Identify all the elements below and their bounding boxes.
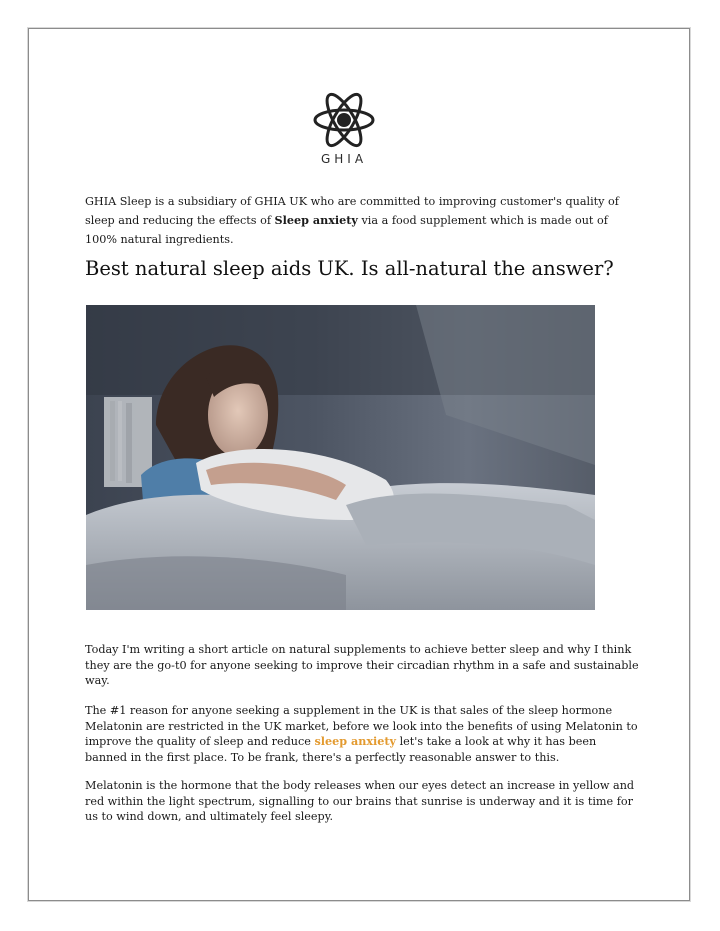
intro-text-after: via a food supplement which is made out of 100% natural ingredients. — [85, 214, 608, 246]
intro-paragraph — [85, 192, 640, 249]
paragraph-text-before: The #1 reason for anyone seeking a supplement in the UK is that sales of the sleep hormone Melatonin are restricted in the UK market, before we look into the benefits of using Melatonin to improve the quality of sleep and reduce — [85, 704, 638, 748]
article-heading: Best natural sleep aids UK. Is all-natural the answer? — [85, 257, 614, 280]
paragraph-melatonin-restriction — [85, 703, 640, 765]
sleep-anxiety-link[interactable]: sleep anxiety — [314, 734, 397, 748]
atom-logo-icon — [312, 90, 376, 154]
paragraph-text-after: let's take a look at why it has been banned in the first place. To be frank, there's a perfectly reasonable answer to this. — [85, 735, 597, 764]
intro-text-before: GHIA Sleep is a subsidiary of GHIA UK who are committed to improving customer's quality of sleep and reducing the effects of — [85, 195, 619, 227]
paragraph-melatonin-explanation: Melatonin is the hormone that the body releases when our eyes detect an increase in yellow and red within the light spectrum, signalling to our brains that sunrise is underway and it is time for us to wind down, and ultimately feel sleepy. — [85, 779, 635, 823]
paragraph-intro-article: Today I'm writing a short article on natural supplements to achieve better sleep and why I think they are the go-t0 for anyone seeking to improve their circadian rhythm in a safe and sustainable way. — [85, 643, 639, 687]
intro-bold-phrase: Sleep anxiety — [274, 213, 358, 227]
woman-in-bed-photo — [86, 305, 595, 610]
brand-name: GHIA — [320, 152, 368, 166]
